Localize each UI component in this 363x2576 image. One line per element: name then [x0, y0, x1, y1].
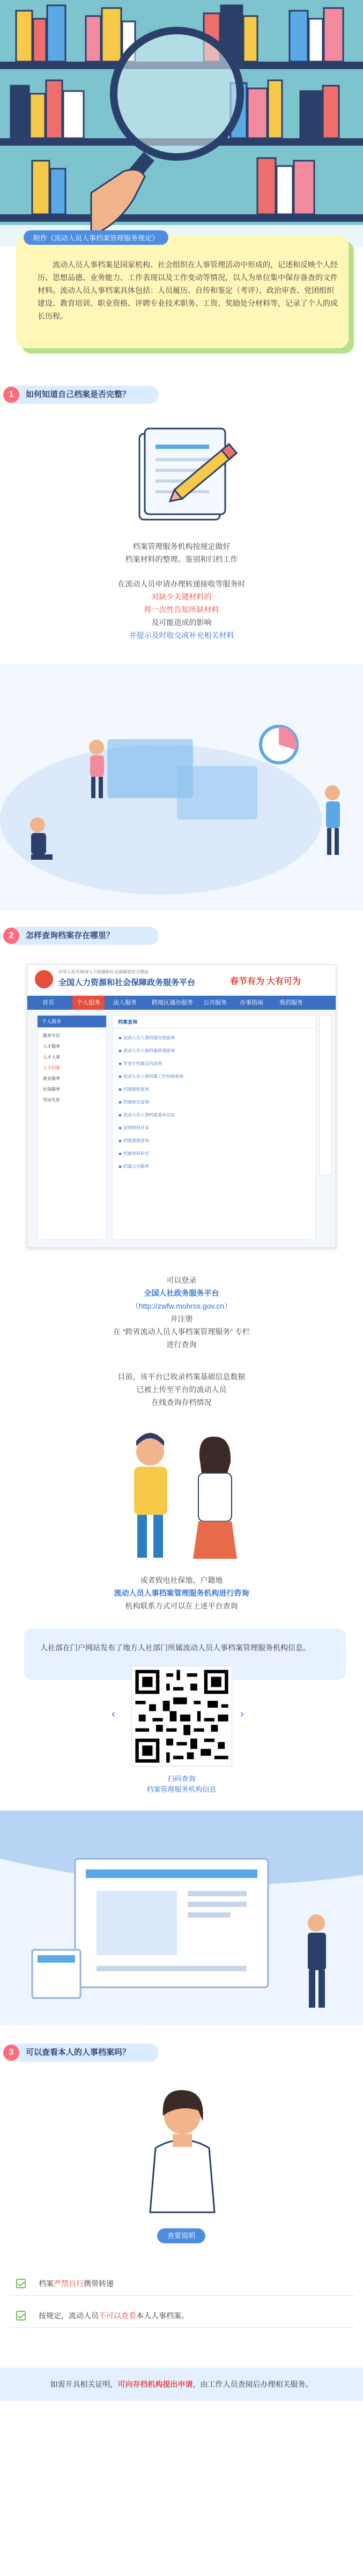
nav-home[interactable]: 首页	[42, 1000, 54, 1006]
check-row	[11, 2303, 354, 2328]
section-1-line-7: 并提示及时收交或补充相关材料	[129, 631, 234, 640]
main-link[interactable]: 档案转出查询	[119, 1099, 149, 1105]
section-1-line-1: 档案管理服务机构按规定做好	[132, 542, 231, 551]
portal-header-title: 全国人力资源和社会保障政务服务平台	[58, 978, 196, 987]
sidebar-item[interactable]: 人才服务	[43, 1044, 60, 1049]
section-2-line-12: 机构联系方式可以在上述平台查询	[125, 1602, 238, 1610]
portal-header-line1: 中华人民共和国人力资源和社会保障部官方网站	[58, 970, 149, 974]
intro-tag[interactable]: 附件《流动人员人事档案管理服务规定》	[24, 230, 168, 245]
check-text: 按规定，流动人员不可以查看本人人事档案。	[39, 2311, 189, 2320]
main-link[interactable]: 证明材料开具	[119, 1125, 149, 1131]
nav-personal[interactable]: 个人服务	[72, 996, 105, 1010]
section-3-title: 可以查看本人的人事档案吗？	[26, 2048, 131, 2057]
section-2-line-4: 并注册	[170, 1315, 193, 1323]
sidebar-title: 个人服务	[38, 1016, 106, 1027]
nav-my-services[interactable]: 我的服务	[279, 1000, 303, 1006]
qr-code-icon	[132, 1666, 232, 1766]
main-link[interactable]: 毕业生档案去向查询	[119, 1061, 162, 1067]
sidebar-item[interactable]: 社保服务	[43, 1087, 60, 1092]
section-1-number: 1	[3, 387, 19, 403]
portal-body	[27, 1010, 336, 1248]
sidebar-item[interactable]: 劳动关系	[43, 1098, 60, 1102]
main-link[interactable]: 档案材料补充	[119, 1151, 149, 1156]
portal-main-panel	[112, 1015, 316, 1240]
bottom-note-text: 如需开具相关证明，可向存档机构提出申请，由工作人员查阅后办理相关服务。	[50, 2380, 313, 2389]
people-data-illustration	[0, 664, 363, 911]
section-2-line-9: 在线查询存档情况	[151, 1398, 212, 1407]
section-3-header	[3, 2044, 159, 2062]
documents-illustration	[0, 1811, 363, 2025]
nav-corporate[interactable]: 法人服务	[113, 1000, 137, 1006]
portal-slogan: 春节有为 大有可为	[230, 977, 301, 986]
bookshelf-illustration	[0, 0, 363, 246]
section-1-line-4: 对缺少关键材料的	[151, 592, 212, 601]
section-2-line-5: 在 “跨省流动人员人事档案管理服务” 专栏	[113, 1327, 250, 1336]
hero-banner	[0, 0, 363, 246]
main-link[interactable]: 流动人员人事档案工作机构查询	[119, 1073, 183, 1079]
section-2-line-10: 或者致电社保地、户籍地	[140, 1576, 223, 1584]
check-icon	[16, 2279, 26, 2288]
qr-code[interactable]	[131, 1666, 232, 1767]
section-1-line-6: 及可能造成的影响	[151, 618, 212, 627]
section-3-badge[interactable]: 查要说明	[157, 2228, 205, 2243]
main-link[interactable]: 流动人员人事档案转递查询	[119, 1048, 175, 1054]
main-link[interactable]: 流动人员人事档案基本信息	[119, 1112, 175, 1118]
section-2-platform-name[interactable]: 全国人社政务服务平台	[144, 1289, 219, 1297]
section-2-line-11: 流动人员人事档案管理服务机构进行咨询	[114, 1589, 249, 1597]
bottom-note-bar	[0, 2368, 363, 2401]
nav-cross-region[interactable]: 跨地区通办服务	[152, 1000, 193, 1006]
main-link[interactable]: 档案公共服务	[119, 1163, 149, 1169]
section-2-title: 怎样查询档案存在哪里？	[26, 931, 115, 940]
portal-right-toolbar	[320, 1015, 331, 1176]
section-1-line-3: 在流动人员申请办理转递接收等服务时	[117, 580, 246, 588]
portal-nav	[27, 996, 336, 1010]
notice-text: 人社部在门户网站发布了地方人社部门所属流动人员人事档案管理服务机构信息。	[40, 1643, 310, 1652]
section-2-number: 2	[3, 928, 19, 944]
sidebar-item[interactable]: 就业服务	[43, 1076, 60, 1081]
section-2-line-1: 可以登录	[166, 1276, 197, 1285]
section-2-line-8: 已被上传至平台的流动人员	[136, 1385, 227, 1394]
section-1-header	[3, 386, 159, 404]
qr-caption-2: 档案管理服务机构信息	[146, 1785, 217, 1793]
section-2-line-7: 目前，该平台已收录档案基础信息数据	[117, 1372, 246, 1381]
nav-guide[interactable]: 办事指南	[240, 1000, 263, 1006]
check-row	[11, 2271, 354, 2296]
sidebar-item[interactable]: 人才档案	[43, 1065, 60, 1070]
qr-caption-1: 扫码查询	[167, 1775, 196, 1783]
section-2-header	[3, 927, 159, 945]
section-2-platform-url[interactable]: （http://zwfw.mohrss.gov.cn）	[131, 1302, 232, 1310]
emblem-icon	[35, 970, 53, 988]
thinking-woman-illustration	[134, 2078, 231, 2218]
main-link[interactable]: 档案借阅查询	[119, 1138, 149, 1144]
section-1-line-2: 档案材料的整理、鉴别和归档工作	[125, 555, 238, 564]
portal-sidebar	[37, 1015, 107, 1240]
section-1-line-5: 将一次性告知所缺材料	[144, 605, 219, 614]
check-text: 档案严禁自行携带转递	[39, 2279, 114, 2288]
portal-screenshot	[27, 964, 336, 1248]
sidebar-item[interactable]: 服务专区	[43, 1033, 60, 1038]
sidebar-item[interactable]: 人才人事	[43, 1055, 60, 1060]
arrow-right-icon: ›	[240, 1708, 244, 1720]
main-panel-title: 档案查询	[113, 1016, 315, 1028]
section-3-number: 3	[3, 2045, 19, 2061]
portal-header	[27, 965, 336, 996]
check-icon	[16, 2311, 26, 2320]
nav-public[interactable]: 公共服务	[203, 1000, 227, 1006]
document-pencil-illustration	[123, 418, 241, 530]
intro-text: 流动人员人事档案是国家机构、社会组织在人事管理活动中形成的，记述和反映个人经历、思想品德、业务能力、工作表现以及工作变动等情况，以人为单位集中保存备查的文件材料。流动人员人事档案具体包括：人员履历、自传和鉴定（考评）、政治审查、党团组织建设、教育培训、职业资格、评聘专业技术职务、工资、奖励处分材料等，记录了个人的成长历程。	[38, 260, 338, 320]
main-link[interactable]: 流动人员人事档案存放查询	[119, 1035, 175, 1041]
main-link[interactable]: 档案接收查询	[119, 1086, 149, 1092]
section-1-title: 如何知道自己档案是否完整？	[26, 390, 131, 399]
arrow-left-icon: ‹	[112, 1708, 115, 1720]
intro-card	[16, 236, 349, 348]
section-2-line-6: 进行查询	[166, 1340, 197, 1349]
phone-call-illustration	[113, 1425, 252, 1564]
